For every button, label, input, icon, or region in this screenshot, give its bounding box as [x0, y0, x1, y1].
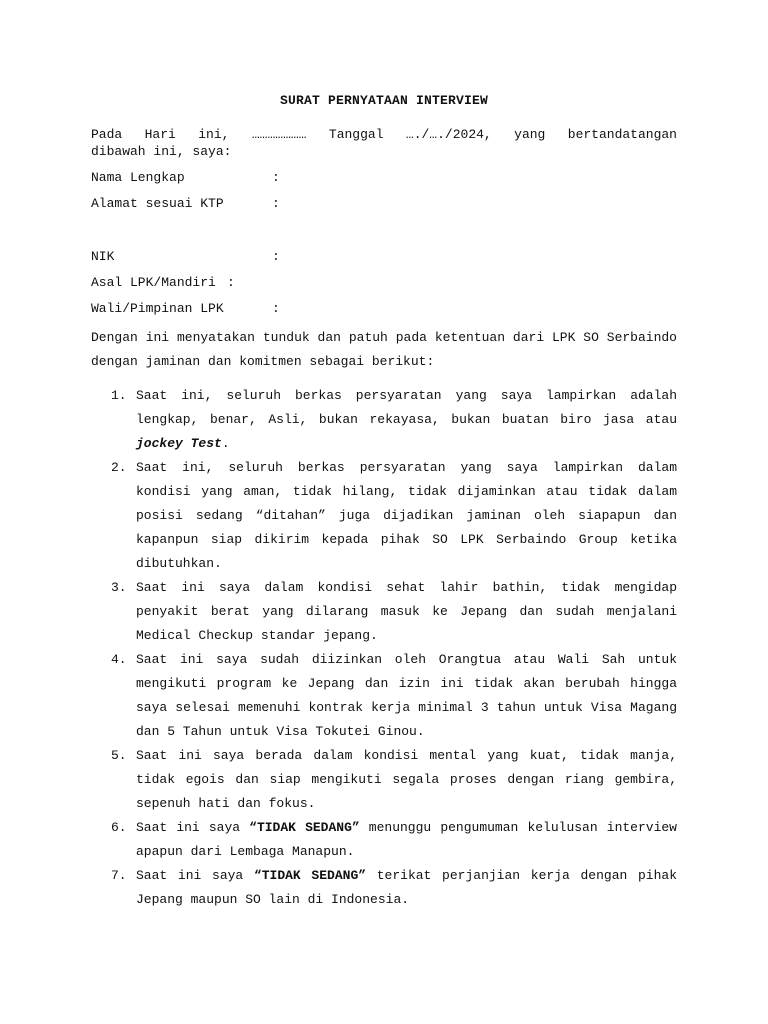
- field-colon: :: [272, 170, 280, 185]
- list-item-text: Saat ini, seluruh berkas persyaratan yang saya lampirkan dalam kondisi yang aman, tidak hilang, tidak dijaminkan atau tidak dalam posisi sedang “ditahan” juga dijadikan jaminan oleh siapapun dan kapanpun siap dikirim kepada pihak SO LPK Serbaindo Group ketika dibutuhkan.: [136, 460, 677, 571]
- list-item-text: [136, 864, 677, 912]
- list-item: [91, 384, 677, 456]
- list-item: [91, 744, 677, 816]
- intro-word: Pada: [91, 127, 123, 142]
- field-label: Nama Lengkap: [91, 170, 185, 185]
- emphasis-text: “TIDAK SEDANG”: [253, 868, 367, 883]
- page-title: SURAT PERNYATAAN INTERVIEW: [279, 93, 489, 108]
- list-item: [91, 864, 677, 912]
- field-nama-lengkap: [91, 169, 677, 187]
- field-colon: :: [227, 275, 235, 290]
- list-item-number: 4.: [111, 652, 127, 667]
- field-nik: [91, 248, 677, 266]
- field-colon: :: [272, 196, 280, 211]
- list-item-number: 3.: [111, 580, 127, 595]
- list-item-number: 2.: [111, 460, 127, 475]
- list-item-number: 7.: [111, 868, 127, 883]
- field-asal-lpk: [91, 274, 677, 292]
- field-label: NIK: [91, 249, 115, 264]
- list-item-text-part: Saat ini, seluruh berkas persyaratan yang saya lampirkan adalah lengkap, benar, Asli, bukan rekayasa, bukan buatan biro jasa atau: [136, 388, 677, 427]
- list-item-number: 6.: [111, 820, 127, 835]
- intro-date-blank: …./…./2024,: [405, 127, 492, 142]
- list-item-text-part: terikat perjanjian kerja dengan pihak Jepang maupun SO lain di Indonesia.: [136, 868, 678, 907]
- intro-word: ini,: [198, 127, 230, 142]
- intro-word: yang: [514, 127, 546, 142]
- intro-line-2: dibawah ini, saya:: [91, 144, 232, 159]
- list-item-text-part: Saat ini saya: [136, 868, 254, 883]
- list-item-text-part: Saat ini saya: [136, 820, 250, 835]
- emphasis-text: “TIDAK SEDANG”: [249, 820, 360, 835]
- intro-word: Hari: [144, 127, 176, 142]
- field-label: Alamat sesuai KTP: [91, 196, 224, 211]
- intro-word: bertandatangan: [567, 127, 677, 142]
- emphasis-text: jockey Test: [136, 436, 222, 451]
- list-item-number: 1.: [111, 388, 127, 403]
- list-item: [91, 648, 677, 744]
- field-alamat: [91, 195, 677, 213]
- statement-paragraph: Dengan ini menyatakan tunduk dan patuh pada ketentuan dari LPK SO Serbaindo dengan jaminan dan komitmen sebagai berikut:: [91, 330, 677, 369]
- commitment-list: [91, 384, 677, 912]
- field-colon: :: [272, 249, 280, 264]
- list-item-text: Saat ini saya berada dalam kondisi mental yang kuat, tidak manja, tidak egois dan siap mengikuti segala proses dengan riang gembira, sepenuh hati dan fokus.: [136, 748, 677, 811]
- field-label: Asal LPK/Mandiri: [91, 275, 216, 290]
- list-item-text: Saat ini saya sudah diizinkan oleh Orangtua atau Wali Sah untuk mengikuti program ke Jepang dan izin ini tidak akan berubah hingga saya selesai memenuhi kontrak kerja minimal 3 tahun untuk Visa Magang dan 5 Tahun untuk Visa Tokutei Ginou.: [136, 652, 677, 739]
- list-item: [91, 576, 677, 648]
- list-item-text: [136, 816, 677, 864]
- list-item-text-part: menunggu pengumuman kelulusan interview apapun dari Lembaga Manapun.: [136, 820, 677, 859]
- intro-word: Tanggal: [328, 127, 384, 142]
- intro-line-1: [91, 126, 677, 143]
- list-item: [91, 456, 677, 576]
- list-item-text-part: .: [221, 436, 230, 451]
- field-colon: :: [272, 301, 280, 316]
- intro-paragraph: [91, 126, 677, 160]
- list-item: [91, 816, 677, 864]
- intro-day-blank: …………………: [251, 127, 307, 142]
- field-label: Wali/Pimpinan LPK: [91, 301, 224, 316]
- field-wali-pimpinan: [91, 300, 677, 318]
- list-item-number: 5.: [111, 748, 127, 763]
- list-item-text: [136, 384, 677, 456]
- list-item-text: Saat ini saya dalam kondisi sehat lahir bathin, tidak mengidap penyakit berat yang dilarang masuk ke Jepang dan sudah menjalani Medical Checkup standar jepang.: [136, 580, 677, 643]
